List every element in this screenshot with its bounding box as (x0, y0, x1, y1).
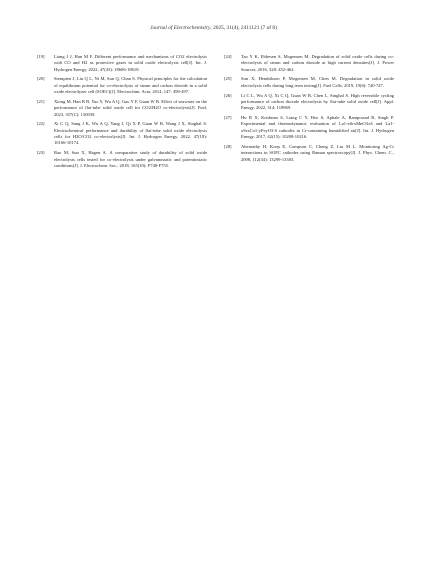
reference-number: [20] (37, 76, 45, 82)
reference-item (224, 144, 394, 163)
reference-item (37, 121, 207, 146)
reference-item (224, 93, 394, 112)
reference-item (224, 54, 394, 73)
reference-column-left (37, 54, 207, 173)
reference-text: Hu B X, Krishnan S, Liang C Y, Heo S, Aphale A, Ramprasad R, Singh P. Experimental and thermodynamic evaluation of La1-xSrxMnO3±δ and La1-xSrxCo1-yFeyO3-δ cathodes in Cr-containing humidified air[J]. Int. J. Hydrogen Energy, 2017, 42(15): 10208-10216. (241, 115, 394, 140)
reference-number: [24] (224, 54, 232, 59)
reference-text: Liang J J, Han M F. Different performance and mechanisms of CO2 electrolysis with CO and H2 as protective gases in solid oxide electrolysis cell[J]. Int. J. Hydrogen Energy, 2022, 47(43): 18606-18618. (54, 54, 207, 72)
reference-number: [19] (37, 54, 45, 59)
reference-item (224, 115, 394, 140)
reference-text: Xiong M, Han B B, Yao Y, Wu A Q, Gao Y F, Guan W B. Effect of seawater on the performance of flat-tube solid oxide cell for CO2/H2O co-electrolysis[J]. Fuel, 2023, 357(C): 130039. (54, 98, 207, 117)
journal-name: Journal of Electrochemistry (150, 25, 211, 31)
reference-text: Tao Y K, Ebbesen S, Mogensen M. Degradation of solid oxide cells during co-electrolysis of steam and carbon dioxide at high current densities[J]. J. Power Sources, 2016, 328: 452-462. (241, 54, 394, 72)
reference-text: Abernathy H, Koep E, Compson C, Cheng Z, Liu M L. Monitoring Ag-Cr interactions in SOFC cathodes using Raman spectroscopy[J]. J. Phys. Chem. C., 2008, 112(34): 13299-13303. (241, 143, 394, 162)
reference-item (37, 76, 207, 95)
reference-text: Xi C Q, Sang J K, Wu A Q, Yang J, Qi X P, Guan W B, Wang J X, Singhal S. Electrochemical performance and durability of flat-tube solid oxide electrolysis cells for H2O/CO2 co-electrolysis[J]. Int. J. Hydrogen Energy, 2022, 47(18): 10166-10174. (54, 121, 207, 146)
running-header (0, 25, 427, 31)
reference-column-right (224, 54, 394, 166)
reference-number: [23] (37, 150, 45, 156)
volume-info: , 2025, 31(4), 2411121 (7 of 8) (210, 25, 277, 31)
reference-text: Sun X, Hendriksen P, Mogensen M, Chen M. Degradation in solid oxide electrolysis cells during long term testing[J]. Fuel Cells, 2019, 19(6): 740-747. (241, 76, 394, 88)
reference-text: Rao M, Sun X, Hagen A. A comparative study of durability of solid oxide electrolysis cells tested for co-electrolysis under galvanostatic and potentiostatic conditions[J]. J. Electrochem. Soc., 2018, 165(10): F748-F755. (54, 150, 207, 168)
reference-number: [27] (224, 115, 232, 121)
reference-item (37, 99, 207, 118)
reference-number: [26] (224, 92, 232, 98)
reference-item (224, 76, 394, 89)
reference-number: [25] (224, 76, 232, 82)
reference-text: Li C L, Wu A Q, Xi C Q, Guan W B, Chen L, Singhal S. High reversible cycling performance of carbon dioxide electrolysis by flat-tube solid oxide cell[J]. Appl. Energy, 2022, 314: 118969. (241, 92, 394, 111)
reference-item (37, 150, 207, 169)
reference-number: [21] (37, 98, 45, 104)
reference-text: Stempien J, Liu Q L, Ni M, Sun Q, Chan S. Physical principles for the calculation of equilibrium potential for co-electrolysis of steam and carbon dioxide in a solid oxide electrolyzer cell (SOEC)[J]. Electrochim. Acta, 2014, 147: 490-497. (54, 76, 207, 95)
reference-item (37, 54, 207, 73)
reference-number: [22] (37, 121, 45, 127)
reference-number: [28] (224, 143, 232, 149)
